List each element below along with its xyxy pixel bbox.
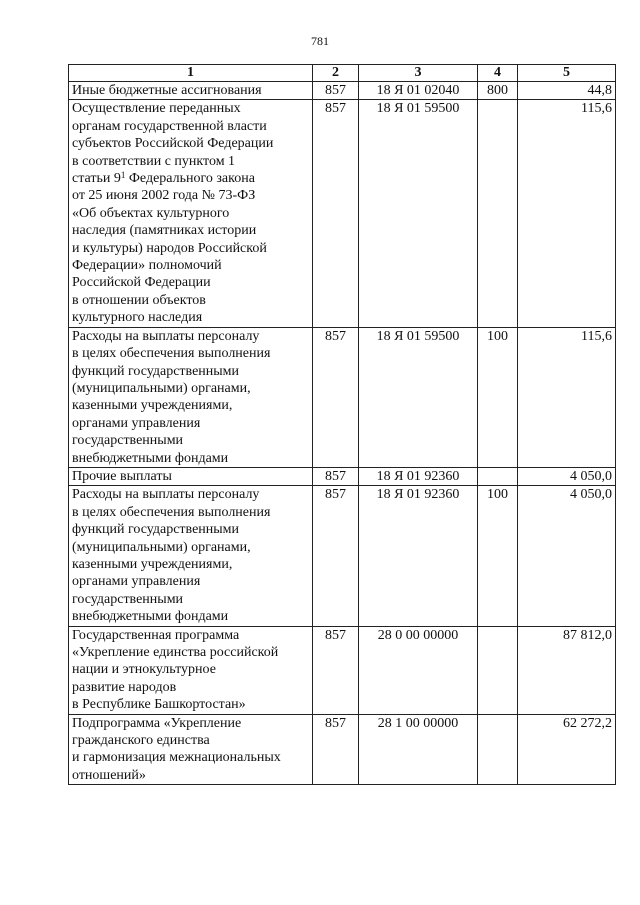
row-name-line: государственными bbox=[72, 433, 184, 449]
row-name-cell bbox=[69, 82, 313, 100]
superscript: 1 bbox=[120, 170, 126, 181]
row-name-line: гражданского единства bbox=[72, 733, 210, 749]
row-name-line: казенными учреждениями, bbox=[72, 398, 233, 414]
amount-cell: 115,6 bbox=[518, 100, 616, 327]
row-name-line: государственными bbox=[72, 591, 184, 607]
amount-cell: 115,6 bbox=[518, 327, 616, 467]
expense-type-cell bbox=[478, 714, 518, 785]
row-name-line: казенными учреждениями, bbox=[72, 556, 233, 572]
table-row bbox=[69, 467, 616, 485]
amount-cell: 4 050,0 bbox=[518, 486, 616, 626]
header-col-3: 3 bbox=[359, 65, 478, 82]
target-article-cell: 28 0 00 00000 bbox=[359, 626, 478, 714]
row-name-line: Государственная программа bbox=[72, 627, 240, 643]
row-name-line: Федерации» полномочий bbox=[72, 258, 222, 274]
table-row bbox=[69, 82, 616, 100]
row-name-cell bbox=[69, 486, 313, 626]
header-col-5: 5 bbox=[518, 65, 616, 82]
row-name-line: Подпрограмма «Укрепление bbox=[72, 715, 242, 731]
target-article-cell: 18 Я 01 59500 bbox=[359, 100, 478, 327]
row-name-line: Прочие выплаты bbox=[72, 468, 172, 484]
row-name-line: в соответствии с пунктом 1 bbox=[72, 153, 236, 169]
header-row bbox=[69, 65, 616, 82]
row-name-line: в целях обеспечения выполнения bbox=[72, 346, 271, 362]
header-col-2: 2 bbox=[313, 65, 359, 82]
target-article-cell: 18 Я 01 92360 bbox=[359, 467, 478, 485]
row-name-cell bbox=[69, 100, 313, 327]
expense-type-cell: 100 bbox=[478, 327, 518, 467]
row-name-line: Российской Федерации bbox=[72, 275, 211, 291]
row-name-cell bbox=[69, 714, 313, 785]
row-name-line: в отношении объектов bbox=[72, 292, 206, 308]
target-article-cell: 18 Я 01 59500 bbox=[359, 327, 478, 467]
row-name-line: «Укрепление единства российской bbox=[72, 645, 279, 660]
ministry-code-cell: 857 bbox=[313, 100, 359, 327]
row-name-line: отношений» bbox=[72, 767, 146, 783]
row-name-line: Осуществление переданных bbox=[72, 101, 241, 117]
row-name-line: (муниципальными) органами, bbox=[72, 539, 251, 555]
row-name-line: и культуры) народов Российской bbox=[72, 240, 267, 256]
header-col-4: 4 bbox=[478, 65, 518, 82]
header-col-1: 1 bbox=[69, 65, 313, 82]
target-article-cell: 28 1 00 00000 bbox=[359, 714, 478, 785]
ministry-code-cell: 857 bbox=[313, 486, 359, 626]
row-name-line: культурного наследия bbox=[72, 310, 203, 326]
ministry-code-cell: 857 bbox=[313, 626, 359, 714]
table-row bbox=[69, 327, 616, 467]
row-name-line: функций государственными bbox=[72, 363, 240, 379]
expense-type-cell bbox=[478, 100, 518, 327]
row-name-line: в Республике Башкортостан» bbox=[72, 697, 246, 713]
row-name-text: статьи 9 bbox=[72, 171, 121, 187]
expense-type-cell bbox=[478, 626, 518, 714]
row-name-text: Федерального закона bbox=[125, 171, 255, 187]
row-name-cell bbox=[69, 327, 313, 467]
table-row bbox=[69, 626, 616, 714]
row-name-line: функций государственными bbox=[72, 522, 240, 538]
row-name-cell bbox=[69, 626, 313, 714]
table-row bbox=[69, 100, 616, 327]
row-name-line: органами управления bbox=[72, 574, 201, 590]
row-name-line: внебюджетными фондами bbox=[72, 609, 229, 625]
row-name-line: и гармонизация межнациональных bbox=[72, 750, 281, 766]
row-name-line: «Об объектах культурного bbox=[72, 205, 230, 221]
table-row bbox=[69, 486, 616, 626]
ministry-code-cell: 857 bbox=[313, 467, 359, 485]
ministry-code-cell: 857 bbox=[313, 327, 359, 467]
row-name-line: органами управления bbox=[72, 415, 201, 431]
ministry-code-cell: 857 bbox=[313, 714, 359, 785]
row-name-line: в целях обеспечения выполнения bbox=[72, 504, 271, 520]
row-name-line bbox=[72, 170, 309, 187]
row-name-line: Расходы на выплаты персоналу bbox=[72, 328, 260, 344]
amount-cell: 87 812,0 bbox=[518, 626, 616, 714]
row-name-line: (муниципальными) органами, bbox=[72, 380, 251, 396]
row-name-line: внебюджетными фондами bbox=[72, 450, 229, 466]
row-name-line: от 25 июня 2002 года № 73-ФЗ bbox=[72, 188, 256, 204]
page-number: 781 bbox=[311, 34, 329, 48]
table-row bbox=[69, 714, 616, 785]
budget-table bbox=[68, 64, 616, 785]
table-body bbox=[69, 82, 616, 785]
row-name-line: наследия (памятниках истории bbox=[72, 223, 257, 239]
row-name-line: органам государственной власти bbox=[72, 118, 267, 134]
amount-cell: 62 272,2 bbox=[518, 714, 616, 785]
row-name-line: Расходы на выплаты персоналу bbox=[72, 487, 260, 503]
amount-cell: 4 050,0 bbox=[518, 467, 616, 485]
expense-type-cell: 800 bbox=[478, 82, 518, 100]
target-article-cell: 18 Я 01 92360 bbox=[359, 486, 478, 626]
expense-type-cell: 100 bbox=[478, 486, 518, 626]
amount-cell: 44,8 bbox=[518, 82, 616, 100]
row-name-line: Иные бюджетные ассигнования bbox=[72, 83, 262, 98]
row-name-line: развитие народов bbox=[72, 679, 177, 695]
row-name-line: субъектов Российской Федерации bbox=[72, 136, 274, 152]
row-name-line: нации и этнокультурное bbox=[72, 662, 216, 678]
expense-type-cell bbox=[478, 467, 518, 485]
row-name-cell bbox=[69, 467, 313, 485]
target-article-cell: 18 Я 01 02040 bbox=[359, 82, 478, 100]
ministry-code-cell: 857 bbox=[313, 82, 359, 100]
